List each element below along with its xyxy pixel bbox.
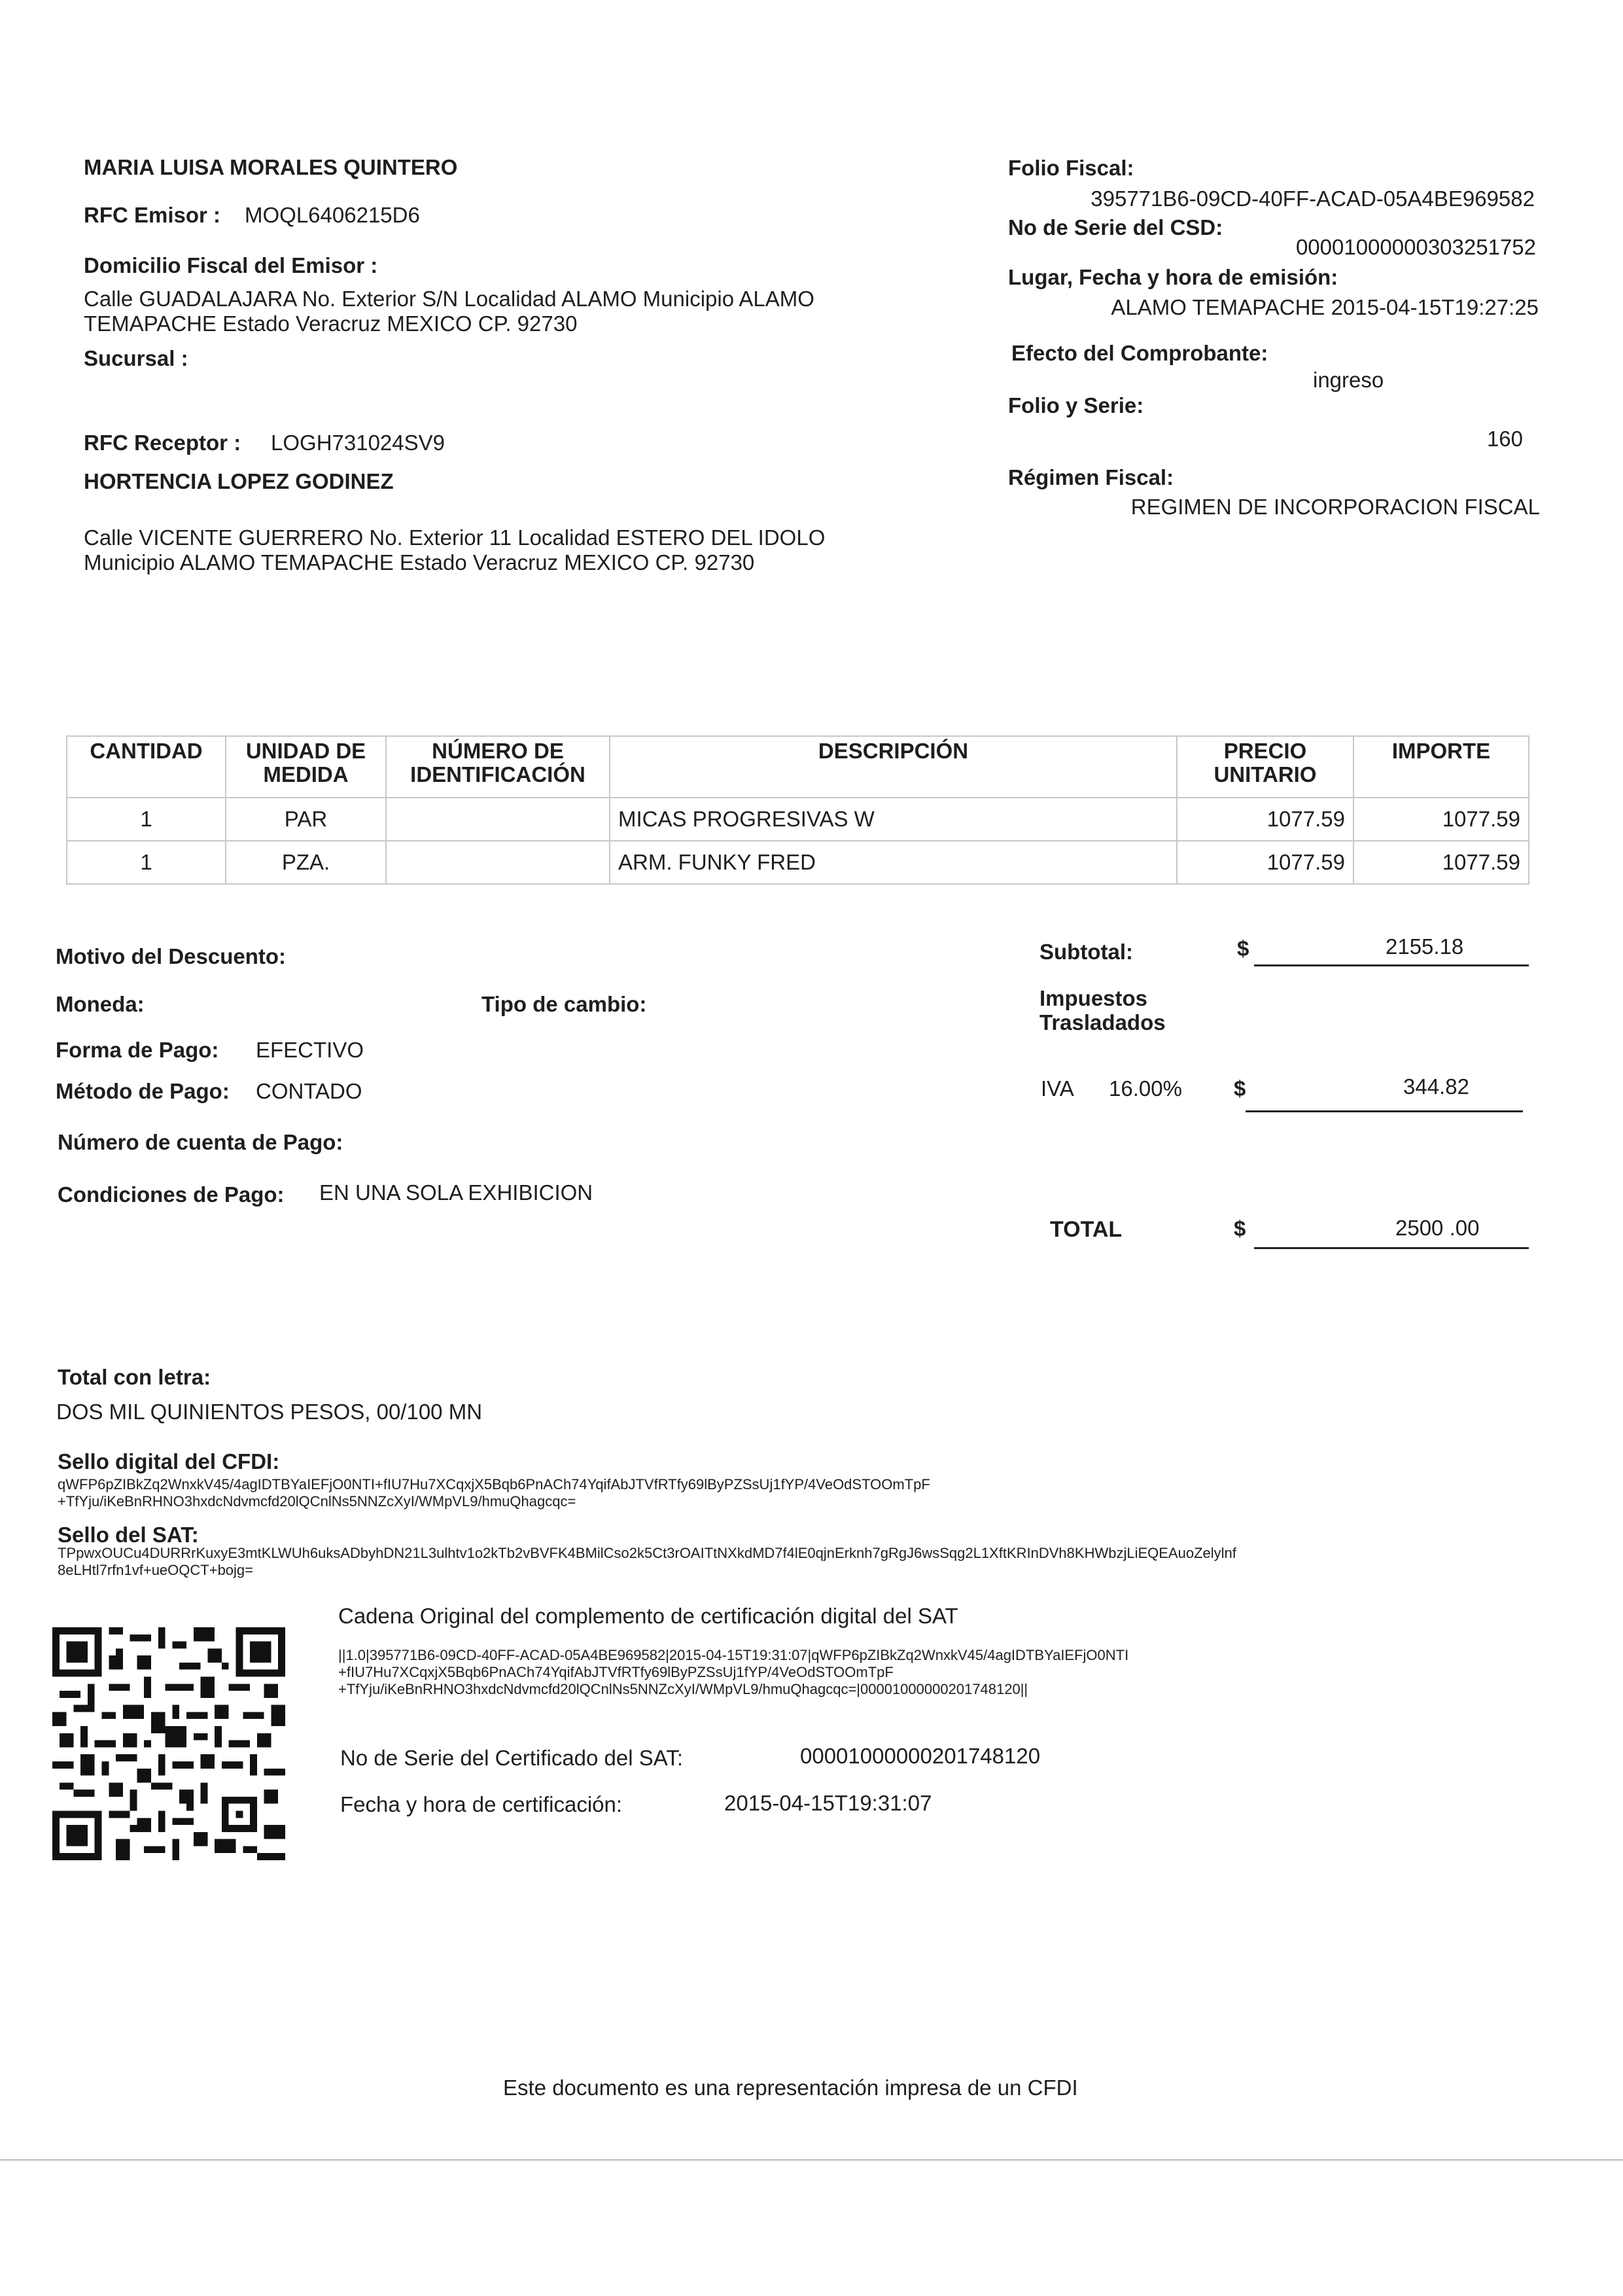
subtotal-currency: $ xyxy=(1237,936,1249,961)
leyenda-cfdi: Este documento es una representación impresa de un CFDI xyxy=(503,2075,1078,2100)
domicilio-label: Domicilio Fiscal del Emisor : xyxy=(84,253,378,277)
receptor-name: HORTENCIA LOPEZ GODINEZ xyxy=(84,469,394,493)
total-label: TOTAL xyxy=(1050,1217,1123,1242)
fecha-certificacion-value: 2015-04-15T19:31:07 xyxy=(724,1791,932,1815)
cell-numero xyxy=(386,798,610,841)
iva-underline xyxy=(1246,1110,1523,1112)
scan-edge-line xyxy=(0,2159,1623,2161)
header-importe: IMPORTE xyxy=(1353,736,1529,798)
cadena-title: Cadena Original del complemento de certificación digital del SAT xyxy=(338,1604,958,1628)
receptor-address-line2: Municipio ALAMO TEMAPACHE Estado Veracruz MEXICO CP. 92730 xyxy=(84,550,755,574)
motivo-descuento-label: Motivo del Descuento: xyxy=(56,944,287,968)
serie-sat-label: No de Serie del Certificado del SAT: xyxy=(340,1746,683,1770)
sello-sat-label: Sello del SAT: xyxy=(58,1523,199,1547)
domicilio-line1: Calle GUADALAJARA No. Exterior S/N Localidad ALAMO Municipio ALAMO xyxy=(84,287,814,311)
total-letra-label: Total con letra: xyxy=(58,1365,211,1389)
regimen-label: Régimen Fiscal: xyxy=(1008,465,1174,489)
fecha-certificacion-label: Fecha y hora de certificación: xyxy=(340,1792,623,1816)
iva-label: IVA xyxy=(1041,1076,1074,1101)
forma-pago-value: EFECTIVO xyxy=(256,1038,364,1062)
efecto-label: Efecto del Comprobante: xyxy=(1011,341,1268,365)
table-row xyxy=(67,841,1529,884)
rfc-receptor-label: RFC Receptor : xyxy=(84,431,241,455)
rfc-emisor-value: MOQL6406215D6 xyxy=(245,203,420,227)
cell-importe: 1077.59 xyxy=(1353,798,1529,841)
rfc-emisor-label: RFC Emisor : xyxy=(84,203,221,227)
cell-precio: 1077.59 xyxy=(1177,841,1353,884)
rfc-receptor-value: LOGH731024SV9 xyxy=(271,431,445,455)
total-currency: $ xyxy=(1234,1216,1246,1241)
table-row xyxy=(67,798,1529,841)
condiciones-pago-label: Condiciones de Pago: xyxy=(58,1182,285,1207)
metodo-pago-label: Método de Pago: xyxy=(56,1079,230,1103)
sucursal-label: Sucursal : xyxy=(84,346,188,370)
lugar-fecha-value: ALAMO TEMAPACHE 2015-04-15T19:27:25 xyxy=(1111,295,1539,319)
folio-serie-value: 160 xyxy=(1486,427,1523,451)
iva-currency: $ xyxy=(1234,1076,1246,1101)
header-precio-unitario: PRECIO UNITARIO xyxy=(1177,736,1353,798)
folio-fiscal-value: 395771B6-09CD-40FF-ACAD-05A4BE969582 xyxy=(1091,186,1535,211)
serie-csd-value: 00001000000303251752 xyxy=(1295,235,1536,259)
iva-rate: 16.00% xyxy=(1109,1076,1182,1101)
forma-pago-label: Forma de Pago: xyxy=(56,1038,219,1062)
subtotal-underline xyxy=(1254,964,1529,966)
folio-serie-label: Folio y Serie: xyxy=(1008,393,1144,417)
cell-descripcion: ARM. FUNKY FRED xyxy=(610,841,1177,884)
total-letra-value: DOS MIL QUINIENTOS PESOS, 00/100 MN xyxy=(56,1400,483,1424)
cell-numero xyxy=(386,841,610,884)
cadena-line3: +TfYju/iKeBnRHNO3hxdcNdvmcfd20lQCnlNs5NNZcXyI/WMpVL9/hmuQhagcqc=|00001000000201748120|| xyxy=(338,1681,1028,1697)
cuenta-pago-label: Número de cuenta de Pago: xyxy=(58,1130,343,1154)
serie-sat-value: 00001000000201748120 xyxy=(800,1744,1041,1768)
cell-unidad: PAR xyxy=(226,798,386,841)
cadena-line1: ||1.0|395771B6-09CD-40FF-ACAD-05A4BE969582|2015-04-15T19:31:07|qWFP6pZIBkZq2WnxkV45/4agIDTBYaIEFjO0NTI xyxy=(338,1647,1129,1663)
domicilio-line2: TEMAPACHE Estado Veracruz MEXICO CP. 92730 xyxy=(84,311,578,336)
regimen-value: REGIMEN DE INCORPORACION FISCAL xyxy=(1130,495,1540,519)
cell-precio: 1077.59 xyxy=(1177,798,1353,841)
sello-cfdi-label: Sello digital del CFDI: xyxy=(58,1449,280,1474)
metodo-pago-value: CONTADO xyxy=(256,1079,362,1103)
moneda-label: Moneda: xyxy=(56,992,145,1016)
cadena-line2: +fIU7Hu7XCqxjX5Bqb6PnACh74YqifAbJTVfRTfy69lByPZSsUj1fYP/4VeOdSTOOmTpF xyxy=(338,1664,894,1680)
impuestos-label-2: Trasladados xyxy=(1039,1010,1166,1034)
items-table xyxy=(66,735,1529,885)
impuestos-label-1: Impuestos xyxy=(1039,986,1148,1010)
lugar-fecha-label: Lugar, Fecha y hora de emisión: xyxy=(1008,265,1338,289)
cell-cantidad: 1 xyxy=(67,798,226,841)
cell-unidad: PZA. xyxy=(226,841,386,884)
sello-sat-line2: 8eLHtl7rfn1vf+ueOQCT+bojg= xyxy=(58,1562,254,1578)
sello-cfdi-line2: +TfYju/iKeBnRHNO3hxdcNdvmcfd20lQCnlNs5NNZcXyI/WMpVL9/hmuQhagcqc= xyxy=(58,1493,576,1510)
total-value: 2500 .00 xyxy=(1395,1216,1480,1240)
total-underline xyxy=(1254,1247,1529,1249)
qr-code-icon xyxy=(52,1626,285,1862)
receptor-address-line1: Calle VICENTE GUERRERO No. Exterior 11 Localidad ESTERO DEL IDOLO xyxy=(84,525,826,550)
sello-sat-line1: TPpwxOUCu4DURRrKuxyE3mtKLWUh6uksADbyhDN21L3ulhtv1o2kTb2vBVFK4BMilCso2k5Ct3rOAITtNXkdMD7f4lE0qjnErknh7gRgJ6wsSqg2L1XftKRInDVh8KHWbzjLiEQEAuoZelylnf xyxy=(58,1545,1236,1561)
cell-cantidad: 1 xyxy=(67,841,226,884)
header-descripcion: DESCRIPCIÓN xyxy=(610,736,1177,798)
cell-importe: 1077.59 xyxy=(1353,841,1529,884)
table-header-row xyxy=(67,736,1529,798)
subtotal-value: 2155.18 xyxy=(1386,934,1464,959)
efecto-value: ingreso xyxy=(1313,368,1384,392)
sello-cfdi-line1: qWFP6pZIBkZq2WnxkV45/4agIDTBYaIEFjO0NTI+fIU7Hu7XCqxjX5Bqb6PnACh74YqifAbJTVfRTfy69lByPZSsUj1fYP/4VeOdSTOOmTpF xyxy=(58,1476,930,1492)
header-unidad: UNIDAD DE MEDIDA xyxy=(226,736,386,798)
serie-csd-label: No de Serie del CSD: xyxy=(1008,215,1223,239)
cell-descripcion: MICAS PROGRESIVAS W xyxy=(610,798,1177,841)
iva-value: 344.82 xyxy=(1403,1074,1469,1099)
tipo-cambio-label: Tipo de cambio: xyxy=(481,992,647,1016)
header-numero-identificacion: NÚMERO DE IDENTIFICACIÓN xyxy=(386,736,610,798)
header-cantidad: CANTIDAD xyxy=(67,736,226,798)
emisor-name: MARIA LUISA MORALES QUINTERO xyxy=(84,155,458,179)
condiciones-pago-value: EN UNA SOLA EXHIBICION xyxy=(319,1180,593,1205)
folio-fiscal-label: Folio Fiscal: xyxy=(1008,156,1134,180)
subtotal-label: Subtotal: xyxy=(1039,940,1133,964)
